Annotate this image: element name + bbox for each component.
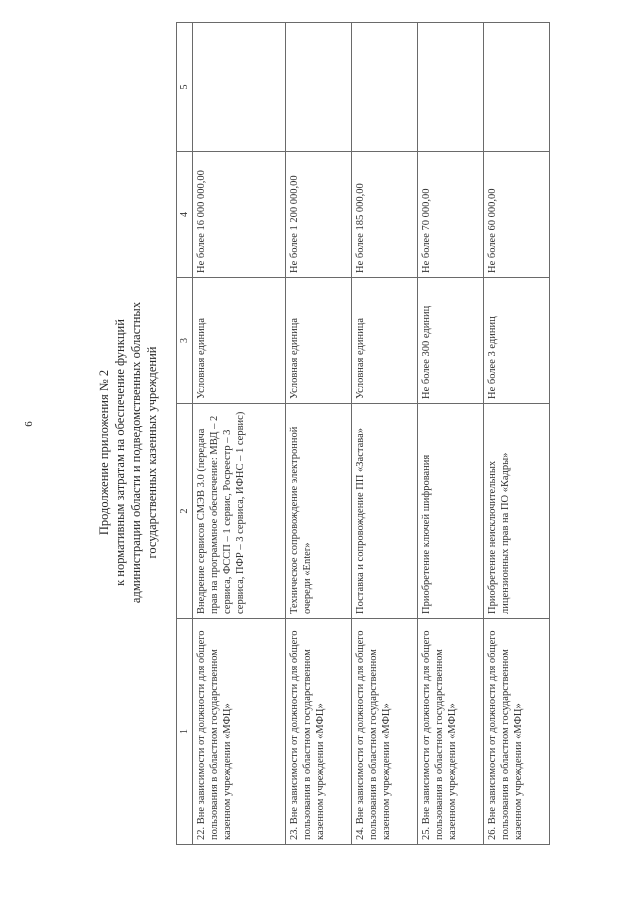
table-row	[418, 23, 484, 845]
position-cell: 26. Вне зависимости от должности для общего пользования в областном государственном казенном учреждении «МФЦ»	[484, 619, 550, 845]
note-cell	[484, 23, 550, 152]
page-number: 6	[22, 421, 35, 427]
quantity-cell: Не более 3 единиц	[484, 278, 550, 404]
item-name-cell: Внедрение сервисов СМЭВ 3.0 (передача прав на программное обеспечение: МВД – 2 сервиса, ФССП – 1 сервис, Росреестр – 3 сервиса, ПФР – 3 сервиса, ИФНС – 1 сервис)	[193, 404, 286, 619]
note-cell	[286, 23, 352, 152]
document-heading	[96, 0, 160, 905]
item-name-cell: Приобретение неисключительных лицензионных прав на ПО «Кадры»	[484, 404, 550, 619]
table-row	[484, 23, 550, 845]
column-header: 5	[177, 23, 193, 152]
position-cell: 24. Вне зависимости от должности для общего пользования в областном государственном казенном учреждении «МФЦ»	[352, 619, 418, 845]
position-cell: 23. Вне зависимости от должности для общего пользования в областном государственном казенном учреждении «МФЦ»	[286, 619, 352, 845]
table-header-row	[177, 23, 193, 845]
column-header: 3	[177, 278, 193, 404]
column-header: 1	[177, 619, 193, 845]
quantity-cell: Не более 300 единиц	[418, 278, 484, 404]
position-cell: 25. Вне зависимости от должности для общего пользования в областном государственном казенном учреждении «МФЦ»	[418, 619, 484, 845]
position-cell: 22. Вне зависимости от должности для общего пользования в областном государственном казенном учреждении «МФЦ»	[193, 619, 286, 845]
item-name-cell: Поставка и сопровождение ПП «Застава»	[352, 404, 418, 619]
price-cell: Не более 1 200 000,00	[286, 152, 352, 278]
item-name-cell: Техническое сопровождение электронной очереди «Enter»	[286, 404, 352, 619]
price-cell: Не более 70 000,00	[418, 152, 484, 278]
table-row	[193, 23, 286, 845]
quantity-cell: Условная единица	[193, 278, 286, 404]
table-row	[352, 23, 418, 845]
note-cell	[193, 23, 286, 152]
column-header: 2	[177, 404, 193, 619]
item-name-cell: Приобретение ключей шифрования	[418, 404, 484, 619]
table-row	[286, 23, 352, 845]
heading-line-3: администрации области и подведомственных областных	[129, 301, 143, 604]
price-cell: Не более 16 000 000,00	[193, 152, 286, 278]
heading-line-4: государственных казенных учреждений	[145, 346, 159, 559]
note-cell	[418, 23, 484, 152]
quantity-cell: Условная единица	[286, 278, 352, 404]
norms-table	[176, 22, 550, 845]
price-cell: Не более 185 000,00	[352, 152, 418, 278]
price-cell: Не более 60 000,00	[484, 152, 550, 278]
heading-line-1: Продолжение приложения № 2	[97, 369, 111, 536]
note-cell	[352, 23, 418, 152]
column-header: 4	[177, 152, 193, 278]
quantity-cell: Условная единица	[352, 278, 418, 404]
heading-line-2: к нормативным затратам на обеспечение функций	[113, 319, 127, 586]
